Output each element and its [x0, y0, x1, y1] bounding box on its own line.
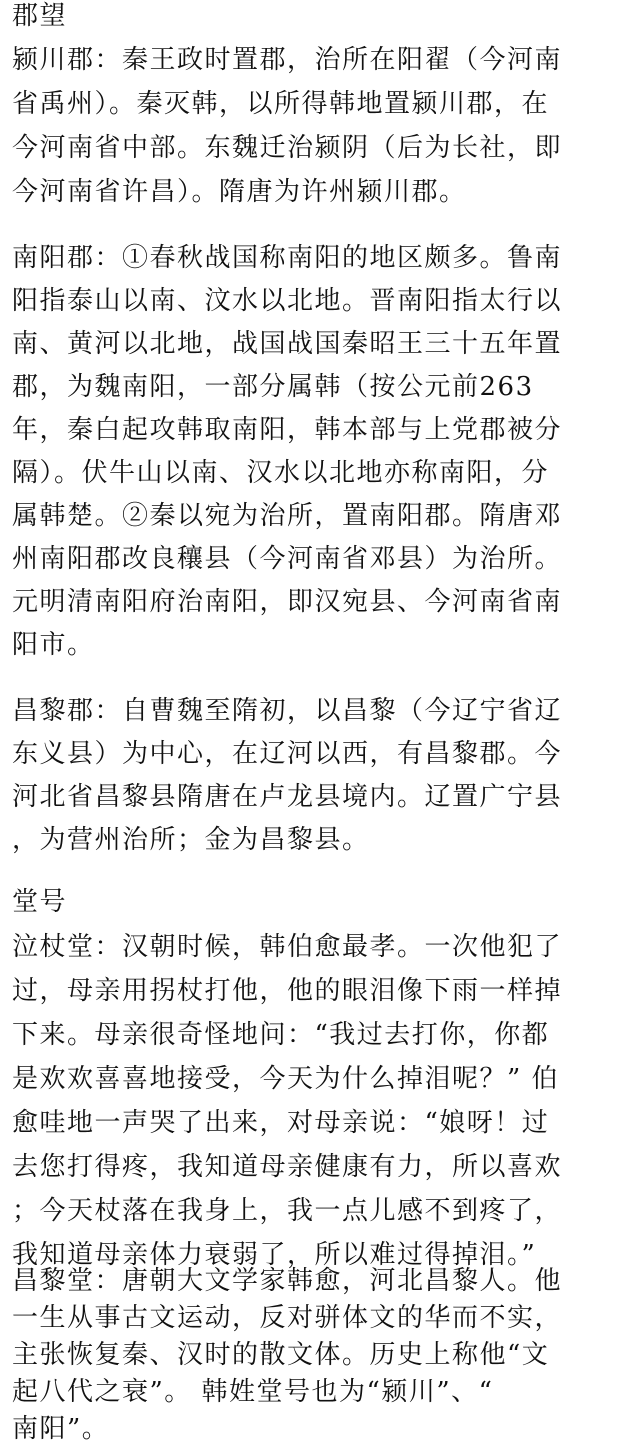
- text-line: 东义县）为中心，在辽河以西，有昌黎郡。今: [12, 739, 563, 769]
- text-line: 起八代之衰”。 韩姓堂号也为“颍川”、“: [12, 1377, 494, 1407]
- text-line: 愈哇地一声哭了出来，对母亲说：“娘呀！过: [12, 1108, 550, 1138]
- text-line: 阳指泰山以南、汶水以北地。晋南阳指太行以: [12, 286, 563, 316]
- text-line: 下来。母亲很奇怪地问：“我过去打你，你都: [12, 1020, 550, 1050]
- text-line: 今河南省许昌）。隋唐为许州颍川郡。: [12, 177, 467, 207]
- text-line: 南、黄河以北地，战国战国秦昭王三十五年置: [12, 329, 563, 359]
- text-line: 昌黎郡：自曹魏至隋初，以昌黎（今辽宁省辽: [12, 696, 563, 726]
- text-line: 是欢欢喜喜地接受，今天为什么掉泪呢？” 伯: [12, 1064, 560, 1094]
- text-line: 属韩楚。②秦以宛为治所，置南阳郡。隋唐邓: [12, 501, 563, 531]
- text-line: 隔）。伏牛山以南、汉水以北地亦称南阳，分: [12, 458, 550, 488]
- text-line: 元明清南阳府治南阳，即汉宛县、今河南省南: [12, 587, 563, 617]
- text-line: 昌黎堂：唐朝大文学家韩愈，河北昌黎人。他: [12, 1266, 563, 1296]
- text-line: 郡，为魏南阳，一部分属韩（按公元前263: [12, 372, 534, 402]
- section-heading-tanghao: 堂号: [12, 887, 68, 917]
- text-line: ，为营州治所；金为昌黎县。: [12, 825, 370, 855]
- text-line: 过，母亲用拐杖打他，他的眼泪像下雨一样掉: [12, 976, 563, 1006]
- text-line: 去您打得疼，我知道母亲健康有力，所以喜欢: [12, 1152, 563, 1182]
- section-heading-junwang: 郡望: [12, 1, 68, 31]
- text-line: 主张恢复秦、汉时的散文体。历史上称他“文: [12, 1340, 550, 1370]
- text-line: 阳市。: [12, 630, 95, 660]
- text-line: 河北省昌黎县隋唐在卢龙县境内。辽置广宁县: [12, 782, 563, 812]
- text-line: 州南阳郡改良穰县（今河南省邓县）为治所。: [12, 544, 563, 574]
- text-line: 我知道母亲体力衰弱了，所以难过得掉泪。”: [12, 1240, 537, 1270]
- text-line: 南阳郡：①春秋战国称南阳的地区颇多。鲁南: [12, 243, 563, 273]
- text-line: 省禹州）。秦灭韩，以所得韩地置颍川郡，在: [12, 89, 550, 119]
- text-line: 今河南省中部。东魏迁治颍阴（后为长社，即: [12, 133, 563, 163]
- text-line: 一生从事古文运动，反对骈体文的华而不实，: [12, 1303, 563, 1333]
- text-line: 泣杖堂：汉朝时候，韩伯愈最孝。一次他犯了: [12, 932, 563, 962]
- text-line: 南阳”。: [12, 1414, 110, 1444]
- text-line: 年，秦白起攻韩取南阳，韩本部与上党郡被分: [12, 415, 563, 445]
- text-line: 颍川郡：秦王政时置郡，治所在阳翟（今河南: [12, 45, 563, 75]
- text-line: ；今天杖落在我身上，我一点儿感不到疼了，: [12, 1196, 563, 1226]
